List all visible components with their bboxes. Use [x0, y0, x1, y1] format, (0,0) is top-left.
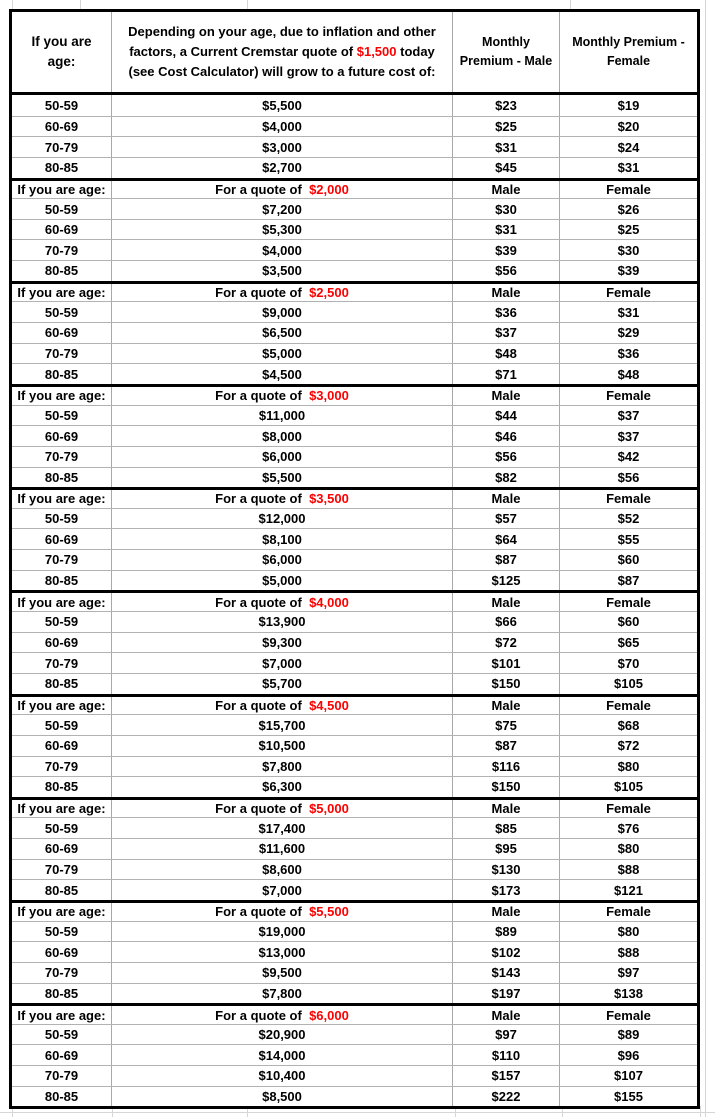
gridline — [570, 0, 571, 9]
future-cost-cell: $3,000 — [112, 137, 453, 157]
gridline — [247, 0, 248, 9]
section-quote-label: For a quote of $3,500 — [112, 490, 453, 508]
table-row — [12, 735, 697, 756]
age-range-cell: 50-59 — [12, 199, 112, 219]
age-range-cell: 80-85 — [12, 364, 112, 384]
age-range-cell: 60-69 — [12, 633, 112, 653]
section-female-label: Female — [606, 697, 651, 713]
future-cost-cell: $5,000 — [112, 344, 453, 364]
table-row — [12, 136, 697, 157]
male-premium-cell: $173 — [453, 880, 560, 900]
future-cost-cell: $10,400 — [112, 1066, 453, 1086]
age-range-cell: 70-79 — [12, 1066, 112, 1086]
section-header-row — [12, 590, 697, 611]
future-cost-cell: $2,700 — [112, 158, 453, 178]
future-cost-cell: $9,300 — [112, 633, 453, 653]
male-premium-cell: $37 — [453, 323, 560, 343]
table-row — [12, 363, 697, 384]
future-cost-cell: $8,100 — [112, 529, 453, 549]
male-premium-cell: $101 — [453, 653, 560, 673]
female-premium-cell: $25 — [617, 222, 640, 238]
female-premium-cell: $87 — [617, 573, 640, 589]
age-range-cell: 60-69 — [12, 1045, 112, 1065]
male-premium-cell: $197 — [453, 984, 560, 1004]
future-cost-cell: $6,500 — [112, 323, 453, 343]
table-row — [12, 549, 697, 570]
male-premium-cell: $66 — [453, 612, 560, 632]
section-header-row — [12, 900, 697, 921]
male-premium-cell: $116 — [453, 757, 560, 777]
section-age-label: If you are age: — [12, 181, 112, 199]
male-premium-cell: $56 — [453, 261, 560, 281]
female-premium-cell: $42 — [617, 449, 640, 465]
future-cost-cell: $4,500 — [112, 364, 453, 384]
section-male-label: Male — [453, 284, 560, 302]
age-range-cell: 50-59 — [12, 1025, 112, 1045]
section-header-row — [12, 281, 697, 302]
table-body — [12, 95, 697, 1106]
table-row — [12, 116, 697, 137]
table-row — [12, 983, 697, 1004]
table-row — [12, 467, 697, 488]
section-female-label: Female — [606, 1007, 651, 1023]
age-range-cell: 70-79 — [12, 757, 112, 777]
age-range-cell: 80-85 — [12, 880, 112, 900]
table-row — [12, 198, 697, 219]
male-premium-cell: $75 — [453, 715, 560, 735]
male-premium-cell: $222 — [453, 1087, 560, 1107]
male-premium-cell: $25 — [453, 117, 560, 137]
age-range-cell: 50-59 — [12, 612, 112, 632]
female-premium-cell: $55 — [617, 531, 640, 547]
male-premium-cell: $102 — [453, 942, 560, 962]
female-premium-cell: $56 — [617, 469, 640, 485]
age-range-cell: 50-59 — [12, 922, 112, 942]
age-range-cell: 80-85 — [12, 777, 112, 797]
section-female-label: Female — [606, 388, 651, 404]
pricing-table — [9, 9, 700, 1109]
table-row — [12, 962, 697, 983]
age-range-cell: 60-69 — [12, 117, 112, 137]
table-row — [12, 508, 697, 529]
male-premium-cell: $150 — [453, 674, 560, 694]
male-premium-cell: $23 — [453, 95, 560, 116]
future-cost-cell: $12,000 — [112, 509, 453, 529]
age-range-cell: 50-59 — [12, 95, 112, 116]
section-male-label: Male — [453, 181, 560, 199]
quote-amount-highlight: $6,000 — [309, 1007, 349, 1023]
age-range-cell: 80-85 — [12, 158, 112, 178]
male-premium-cell: $89 — [453, 922, 560, 942]
male-premium-cell: $72 — [453, 633, 560, 653]
section-male-label: Male — [453, 1006, 560, 1024]
female-premium-cell: $60 — [617, 614, 640, 630]
section-male-label: Male — [453, 593, 560, 611]
table-row — [12, 239, 697, 260]
section-age-label: If you are age: — [12, 284, 112, 302]
future-cost-cell: $13,000 — [112, 942, 453, 962]
future-cost-cell: $11,600 — [112, 839, 453, 859]
female-premium-cell: $68 — [617, 717, 640, 733]
quote-amount-highlight: $1,500 — [356, 43, 397, 59]
female-premium-cell: $88 — [617, 862, 640, 878]
future-cost-cell: $6,300 — [112, 777, 453, 797]
section-age-label: If you are age: — [12, 490, 112, 508]
age-range-cell: 80-85 — [12, 674, 112, 694]
male-premium-cell: $31 — [453, 137, 560, 157]
section-header-row — [12, 487, 697, 508]
male-premium-cell: $39 — [453, 240, 560, 260]
future-cost-cell: $4,000 — [112, 240, 453, 260]
table-row — [12, 528, 697, 549]
male-premium-cell: $85 — [453, 818, 560, 838]
section-header-row — [12, 178, 697, 199]
section-male-label: Male — [453, 903, 560, 921]
table-row — [12, 1024, 697, 1045]
age-range-cell: 70-79 — [12, 550, 112, 570]
male-premium-cell: $57 — [453, 509, 560, 529]
table-row — [12, 859, 697, 880]
table-row — [12, 714, 697, 735]
section-male-label: Male — [453, 800, 560, 818]
male-premium-cell: $87 — [453, 736, 560, 756]
future-cost-cell: $17,400 — [112, 818, 453, 838]
table-row — [12, 632, 697, 653]
age-range-cell: 60-69 — [12, 839, 112, 859]
gridline — [12, 0, 13, 9]
section-age-label: If you are age: — [12, 387, 112, 405]
section-quote-label: For a quote of $2,500 — [112, 284, 453, 302]
male-premium-column-header: Monthly Premium - Male — [453, 12, 560, 92]
table-row — [12, 838, 697, 859]
age-range-cell: 60-69 — [12, 942, 112, 962]
table-row — [12, 446, 697, 467]
female-premium-cell: $138 — [614, 985, 643, 1001]
age-range-cell: 70-79 — [12, 137, 112, 157]
male-premium-cell: $130 — [453, 860, 560, 880]
section-age-label: If you are age: — [12, 1006, 112, 1024]
age-range-cell: 70-79 — [12, 240, 112, 260]
table-row — [12, 941, 697, 962]
description-column-header — [112, 12, 453, 92]
male-premium-cell: $31 — [453, 220, 560, 240]
section-age-label: If you are age: — [12, 800, 112, 818]
female-premium-cell: $19 — [617, 97, 640, 113]
female-premium-cell: $70 — [617, 655, 640, 671]
table-row — [12, 673, 697, 694]
section-age-label: If you are age: — [12, 593, 112, 611]
male-premium-cell: $36 — [453, 302, 560, 322]
future-cost-cell: $4,000 — [112, 117, 453, 137]
female-premium-cell: $80 — [617, 923, 640, 939]
section-header-row — [12, 694, 697, 715]
future-cost-cell: $8,500 — [112, 1087, 453, 1107]
section-female-label: Female — [606, 594, 651, 610]
female-premium-cell: $26 — [617, 201, 640, 217]
future-cost-cell: $19,000 — [112, 922, 453, 942]
future-cost-cell: $5,500 — [112, 468, 453, 488]
section-age-label: If you are age: — [12, 903, 112, 921]
female-premium-cell: $31 — [617, 160, 640, 176]
future-cost-cell: $7,000 — [112, 653, 453, 673]
future-cost-cell: $7,800 — [112, 984, 453, 1004]
female-premium-cell: $48 — [617, 366, 640, 382]
quote-amount-highlight: $4,000 — [309, 594, 349, 610]
table-row — [12, 652, 697, 673]
table-row — [12, 611, 697, 632]
age-range-cell: 80-85 — [12, 261, 112, 281]
male-premium-cell: $157 — [453, 1066, 560, 1086]
section-quote-label: For a quote of $4,000 — [112, 593, 453, 611]
age-range-cell: 50-59 — [12, 818, 112, 838]
future-cost-cell: $7,200 — [112, 199, 453, 219]
future-cost-cell: $20,900 — [112, 1025, 453, 1045]
male-premium-cell: $45 — [453, 158, 560, 178]
table-row — [12, 95, 697, 116]
future-cost-cell: $15,700 — [112, 715, 453, 735]
section-header-row — [12, 797, 697, 818]
future-cost-cell: $5,300 — [112, 220, 453, 240]
male-premium-cell: $95 — [453, 839, 560, 859]
gridline — [80, 0, 81, 9]
future-cost-cell: $5,500 — [112, 95, 453, 116]
description-text: Depending on your age, due to inflation and other factors, a Current Cremstar quote of $1,500 today (see Cost Calculator) will grow to a future cost of: — [128, 23, 436, 80]
table-row — [12, 921, 697, 942]
table-row — [12, 1086, 697, 1107]
age-column-header: If you are age: — [12, 12, 112, 92]
table-row — [12, 776, 697, 797]
age-range-cell: 80-85 — [12, 1087, 112, 1107]
table-row — [12, 405, 697, 426]
future-cost-cell: $5,000 — [112, 571, 453, 591]
future-cost-cell: $7,000 — [112, 880, 453, 900]
female-premium-cell: $88 — [617, 944, 640, 960]
age-range-cell: 70-79 — [12, 653, 112, 673]
gridline — [705, 0, 706, 1117]
female-premium-cell: $121 — [614, 882, 643, 898]
male-premium-cell: $97 — [453, 1025, 560, 1045]
section-quote-label: For a quote of $5,000 — [112, 800, 453, 818]
female-premium-cell: $72 — [617, 738, 640, 754]
table-row — [12, 157, 697, 178]
female-premium-cell: $89 — [617, 1027, 640, 1043]
male-premium-cell: $48 — [453, 344, 560, 364]
age-range-cell: 50-59 — [12, 715, 112, 735]
future-cost-cell: $6,000 — [112, 550, 453, 570]
male-premium-cell: $87 — [453, 550, 560, 570]
male-premium-cell: $30 — [453, 199, 560, 219]
female-premium-cell: $52 — [617, 511, 640, 527]
section-male-label: Male — [453, 697, 560, 715]
female-premium-cell: $80 — [617, 758, 640, 774]
male-premium-cell: $82 — [453, 468, 560, 488]
future-cost-cell: $10,500 — [112, 736, 453, 756]
age-range-cell: 80-85 — [12, 468, 112, 488]
future-cost-cell: $8,600 — [112, 860, 453, 880]
table-header-row — [12, 12, 697, 95]
section-header-row — [12, 384, 697, 405]
age-range-cell: 60-69 — [12, 736, 112, 756]
female-premium-cell: $76 — [617, 820, 640, 836]
male-premium-cell: $44 — [453, 406, 560, 426]
future-cost-cell: $13,900 — [112, 612, 453, 632]
male-premium-cell: $143 — [453, 963, 560, 983]
table-row — [12, 219, 697, 240]
age-range-cell: 70-79 — [12, 860, 112, 880]
future-cost-cell: $11,000 — [112, 406, 453, 426]
female-premium-column-header: Monthly Premium - Female — [572, 35, 685, 68]
table-row — [12, 1065, 697, 1086]
female-premium-cell: $107 — [614, 1068, 643, 1084]
quote-amount-highlight: $2,000 — [309, 181, 349, 197]
future-cost-cell: $14,000 — [112, 1045, 453, 1065]
male-premium-cell: $125 — [453, 571, 560, 591]
female-premium-cell: $29 — [617, 325, 640, 341]
quote-amount-highlight: $5,500 — [309, 904, 349, 920]
female-premium-cell: $31 — [617, 304, 640, 320]
age-range-cell: 70-79 — [12, 447, 112, 467]
age-range-cell: 60-69 — [12, 426, 112, 446]
table-row — [12, 343, 697, 364]
age-range-cell: 60-69 — [12, 323, 112, 343]
age-range-cell: 60-69 — [12, 529, 112, 549]
quote-amount-highlight: $3,000 — [309, 388, 349, 404]
female-premium-cell: $37 — [617, 428, 640, 444]
section-female-label: Female — [606, 904, 651, 920]
age-range-cell: 50-59 — [12, 302, 112, 322]
female-premium-cell: $105 — [614, 779, 643, 795]
male-premium-cell: $150 — [453, 777, 560, 797]
female-premium-cell: $37 — [617, 407, 640, 423]
female-premium-cell: $80 — [617, 841, 640, 857]
table-row — [12, 756, 697, 777]
female-premium-cell: $30 — [617, 242, 640, 258]
age-range-cell: 70-79 — [12, 963, 112, 983]
future-cost-cell: $5,700 — [112, 674, 453, 694]
table-row — [12, 322, 697, 343]
quote-amount-highlight: $2,500 — [309, 285, 349, 301]
quote-amount-highlight: $5,000 — [309, 801, 349, 817]
table-row — [12, 1044, 697, 1065]
section-quote-label: For a quote of $3,000 — [112, 387, 453, 405]
male-premium-cell: $46 — [453, 426, 560, 446]
section-age-label: If you are age: — [12, 697, 112, 715]
age-range-cell: 80-85 — [12, 571, 112, 591]
future-cost-cell: $8,000 — [112, 426, 453, 446]
quote-amount-highlight: $4,500 — [309, 697, 349, 713]
female-premium-cell: $39 — [617, 263, 640, 279]
female-premium-cell: $96 — [617, 1047, 640, 1063]
female-premium-cell: $60 — [617, 552, 640, 568]
male-premium-cell: $56 — [453, 447, 560, 467]
section-quote-label: For a quote of $2,000 — [112, 181, 453, 199]
age-range-cell: 80-85 — [12, 984, 112, 1004]
age-range-cell: 70-79 — [12, 344, 112, 364]
future-cost-cell: $9,500 — [112, 963, 453, 983]
section-header-row — [12, 1003, 697, 1024]
female-premium-cell: $105 — [614, 676, 643, 692]
future-cost-cell: $3,500 — [112, 261, 453, 281]
section-female-label: Female — [606, 491, 651, 507]
section-female-label: Female — [606, 801, 651, 817]
section-male-label: Male — [453, 490, 560, 508]
gridline — [700, 1106, 701, 1117]
age-range-cell: 60-69 — [12, 220, 112, 240]
section-male-label: Male — [453, 387, 560, 405]
table-row — [12, 301, 697, 322]
female-premium-cell: $65 — [617, 634, 640, 650]
section-quote-label: For a quote of $6,000 — [112, 1006, 453, 1024]
table-row — [12, 879, 697, 900]
section-quote-label: For a quote of $5,500 — [112, 903, 453, 921]
age-range-cell: 50-59 — [12, 406, 112, 426]
female-premium-cell: $24 — [617, 139, 640, 155]
table-row — [12, 570, 697, 591]
female-premium-cell: $97 — [617, 965, 640, 981]
section-quote-label: For a quote of $4,500 — [112, 697, 453, 715]
female-premium-cell: $155 — [614, 1089, 643, 1105]
section-female-label: Female — [606, 285, 651, 301]
female-premium-cell: $20 — [617, 118, 640, 134]
table-row — [12, 425, 697, 446]
future-cost-cell: $6,000 — [112, 447, 453, 467]
gridline — [0, 1112, 715, 1113]
section-female-label: Female — [606, 181, 651, 197]
age-range-cell: 50-59 — [12, 509, 112, 529]
future-cost-cell: $9,000 — [112, 302, 453, 322]
quote-amount-highlight: $3,500 — [309, 491, 349, 507]
table-row — [12, 260, 697, 281]
male-premium-cell: $64 — [453, 529, 560, 549]
male-premium-cell: $71 — [453, 364, 560, 384]
future-cost-cell: $7,800 — [112, 757, 453, 777]
female-premium-cell: $36 — [617, 346, 640, 361]
table-row — [12, 817, 697, 838]
male-premium-cell: $110 — [453, 1045, 560, 1065]
